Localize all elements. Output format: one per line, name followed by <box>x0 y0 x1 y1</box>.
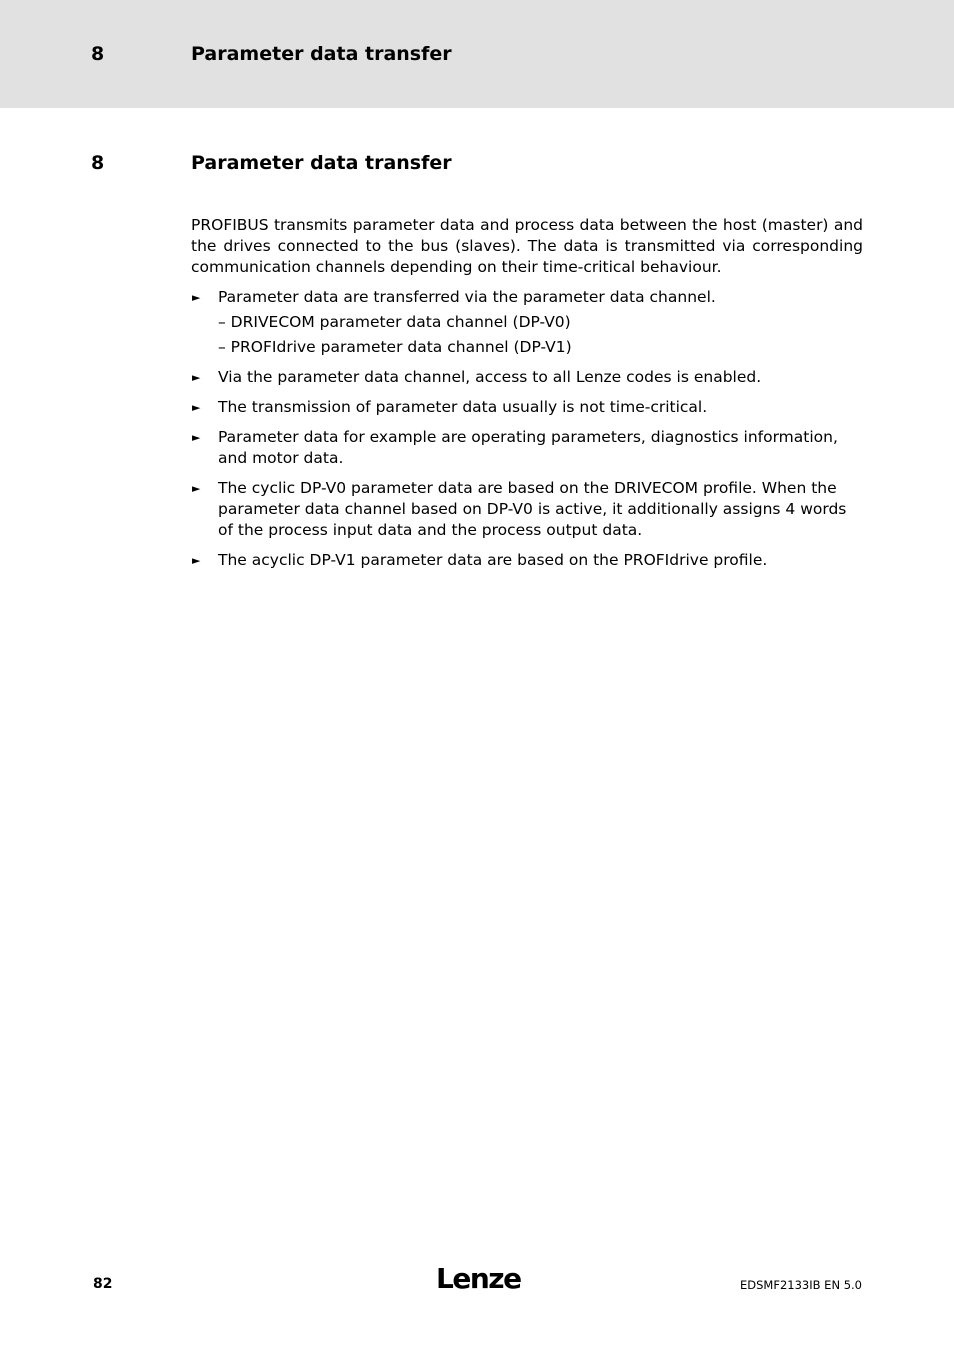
header-chapter-number: 8 <box>91 43 105 65</box>
bullet-list <box>191 287 863 571</box>
list-item-text: Parameter data are transferred via the parameter data channel. <box>218 288 716 306</box>
document-code: EDSMF2133IB EN 5.0 <box>740 1278 862 1292</box>
triangle-bullet-icon: ► <box>192 291 201 304</box>
sub-list-item: – PROFIdrive parameter data channel (DP-V1) <box>218 338 572 356</box>
triangle-bullet-icon: ► <box>192 482 201 495</box>
intro-paragraph: PROFIBUS transmits parameter data and process data between the host (master) and the drives connected to the bus (slaves). The data is transmitted via corresponding communication channels depending on their time-critical behaviour. <box>191 216 863 276</box>
list-item-text: The cyclic DP-V0 parameter data are based on the DRIVECOM profile. When the parameter data channel based on DP-V0 is active, it additionally assigns 4 words of the process input data and the process output data. <box>218 479 847 539</box>
section-title: Parameter data transfer <box>191 152 452 174</box>
list-item-text: Via the parameter data channel, access to all Lenze codes is enabled. <box>218 368 762 386</box>
list-item <box>191 427 863 469</box>
sub-list-item: – DRIVECOM parameter data channel (DP-V0) <box>218 313 571 331</box>
header-chapter-title: Parameter data transfer <box>191 43 452 65</box>
section-number: 8 <box>91 152 105 174</box>
list-item-text: The acyclic DP-V1 parameter data are based on the PROFIdrive profile. <box>218 551 768 569</box>
lenze-logo: Lenze <box>436 1262 521 1295</box>
triangle-bullet-icon: ► <box>192 371 201 384</box>
page-header <box>0 0 954 108</box>
page-number: 82 <box>93 1276 113 1292</box>
list-item <box>191 550 863 571</box>
list-item <box>191 397 863 418</box>
list-item-text: Parameter data for example are operating parameters, diagnostics information, and motor data. <box>218 428 838 467</box>
list-item <box>191 367 863 388</box>
list-item <box>191 478 863 541</box>
sub-list <box>218 312 863 358</box>
triangle-bullet-icon: ► <box>192 431 201 444</box>
triangle-bullet-icon: ► <box>192 554 201 567</box>
list-item <box>191 287 863 358</box>
body-content <box>191 215 863 580</box>
triangle-bullet-icon: ► <box>192 401 201 414</box>
list-item-text: The transmission of parameter data usually is not time-critical. <box>218 398 708 416</box>
